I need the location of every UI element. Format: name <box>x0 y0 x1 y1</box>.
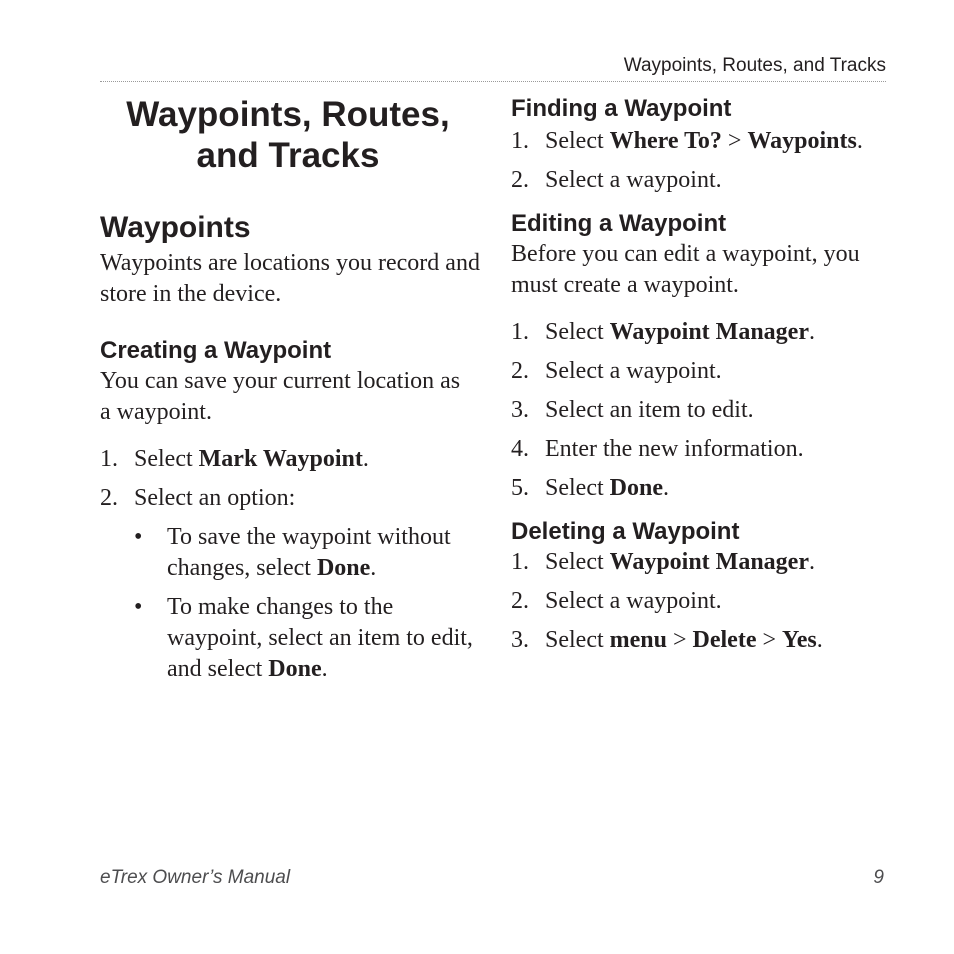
step-separator: > <box>666 627 693 653</box>
step-number: 1. <box>511 319 529 345</box>
bullet-punct: . <box>321 656 328 682</box>
step-text: Select a waypoint. <box>545 167 722 193</box>
creating-bullet-2 <box>100 592 480 685</box>
ui-term-waypoints: Waypoints <box>747 128 857 154</box>
ui-term-done: Done <box>609 475 663 501</box>
ui-term-waypoint-manager: Waypoint Manager <box>609 319 809 345</box>
editing-intro: Before you can edit a waypoint, you must create a waypoint. <box>511 241 860 298</box>
bullet-text: To save the waypoint without changes, select <box>167 524 451 581</box>
ui-term-done: Done <box>268 656 322 682</box>
step-text: Select an item to edit. <box>545 397 754 423</box>
page-number: 9 <box>873 867 884 888</box>
deleting-heading: Deleting a Waypoint <box>511 518 740 545</box>
step-text: Select a waypoint. <box>545 358 722 384</box>
step-number: 3. <box>511 397 529 423</box>
creating-heading: Creating a Waypoint <box>100 337 332 364</box>
step-text: Select <box>545 319 610 345</box>
editing-step-3 <box>511 395 891 426</box>
header-rule <box>100 81 886 82</box>
step-number: 2. <box>511 588 529 614</box>
ui-term-delete: Delete <box>692 627 757 653</box>
step-text: Enter the new information. <box>545 436 804 462</box>
step-text: Select <box>545 475 610 501</box>
editing-heading: Editing a Waypoint <box>511 210 727 237</box>
step-text: Select an option: <box>134 485 296 511</box>
right-column <box>511 94 891 656</box>
ui-term-mark-waypoint: Mark Waypoint <box>198 446 363 472</box>
bullet-punct: . <box>370 555 377 581</box>
step-punct: . <box>816 627 823 653</box>
step-text: Select <box>545 627 610 653</box>
step-number: 1. <box>100 446 118 472</box>
step-punct: . <box>808 319 815 345</box>
step-separator: > <box>721 128 748 154</box>
chapter-title-line2: and Tracks <box>196 136 380 175</box>
editing-step-2 <box>511 356 891 387</box>
step-number: 2. <box>100 485 118 511</box>
ui-term-waypoint-manager: Waypoint Manager <box>609 549 809 575</box>
ui-term-menu: menu <box>609 627 667 653</box>
footer-manual-title: eTrex Owner’s Manual <box>100 867 291 888</box>
creating-step-2 <box>100 483 480 514</box>
step-number: 4. <box>511 436 529 462</box>
step-text: Select <box>545 549 610 575</box>
deleting-step-1 <box>511 547 891 578</box>
ui-term-yes: Yes <box>782 627 817 653</box>
editing-step-4 <box>511 434 891 465</box>
finding-heading: Finding a Waypoint <box>511 95 732 122</box>
deleting-step-3 <box>511 625 891 656</box>
step-punct: . <box>856 128 863 154</box>
editing-step-5 <box>511 473 891 504</box>
ui-term-done: Done <box>316 555 371 581</box>
editing-step-1 <box>511 317 891 348</box>
bullet-text: To make changes to the waypoint, select an item to edit, and select <box>167 594 473 682</box>
step-text: Select a waypoint. <box>545 588 722 614</box>
ui-term-where-to: Where To? <box>609 128 722 154</box>
step-separator: > <box>756 627 783 653</box>
bullet-dot: • <box>134 524 143 550</box>
step-number: 5. <box>511 475 529 501</box>
finding-step-2 <box>511 165 891 196</box>
running-head: Waypoints, Routes, and Tracks <box>623 55 886 76</box>
bullet-dot: • <box>134 594 143 620</box>
creating-intro: You can save your current location as a waypoint. <box>100 368 461 425</box>
step-punct: . <box>362 446 369 472</box>
creating-bullet-1 <box>100 522 480 584</box>
chapter-title-line1: Waypoints, Routes, <box>126 95 450 134</box>
chapter-title <box>100 94 476 176</box>
waypoints-intro: Waypoints are locations you record and store in the device. <box>100 250 480 307</box>
finding-step-1 <box>511 126 891 157</box>
deleting-step-2 <box>511 586 891 617</box>
step-number: 2. <box>511 167 529 193</box>
step-text: Select <box>545 128 610 154</box>
step-punct: . <box>808 549 815 575</box>
step-number: 1. <box>511 128 529 154</box>
step-text: Select <box>134 446 199 472</box>
step-number: 3. <box>511 627 529 653</box>
step-punct: . <box>662 475 669 501</box>
waypoints-heading: Waypoints <box>100 211 251 244</box>
step-number: 1. <box>511 549 529 575</box>
step-number: 2. <box>511 358 529 384</box>
creating-step-1 <box>100 444 480 475</box>
left-column <box>100 94 480 685</box>
